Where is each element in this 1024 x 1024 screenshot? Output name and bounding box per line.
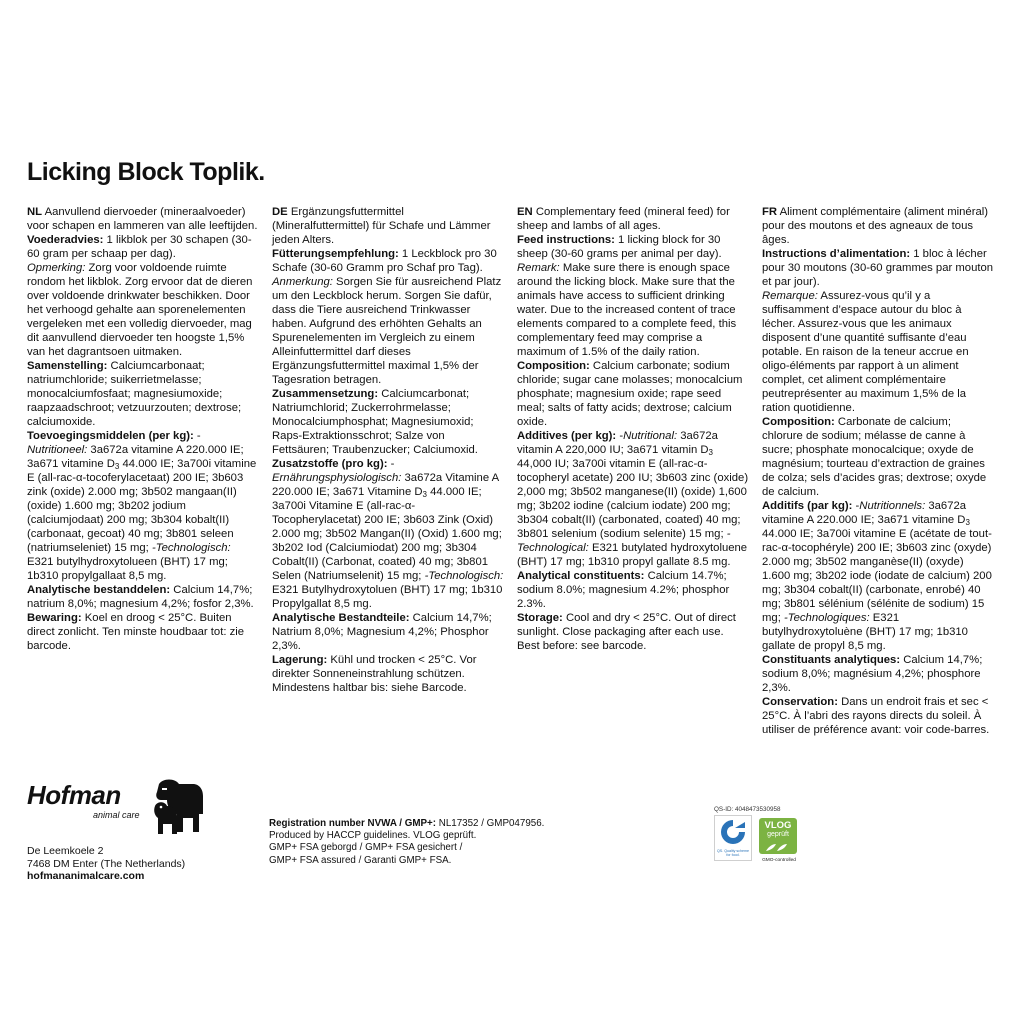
registration-line-gmp-1: GMP+ FSA geborgd / GMP+ FSA gesichert / — [269, 842, 463, 854]
feed-advice-text: 1 bloc à lécher pour 30 moutons (30-60 grammes par mouton et par jour). — [762, 248, 994, 288]
additives-text: 3a672a vitamine A 220.000 IE; 3a671 vitamine D — [27, 444, 244, 470]
feed-advice-label: Fütterungsempfehlung: — [272, 248, 399, 260]
composition-text: Calciumcarbonaat; natriumchloride; suikerrietmelasse; monocalciumfosfaat; magnesiumoxide; raapzaadschroot; vetzuurzouten; dextrose; calciumoxide. — [27, 360, 242, 428]
qs-id: QS-ID: 4048473530958 — [714, 806, 781, 813]
additives-text-cont: 44.000 IE; 3a700i vitamine E (all-rac-α-tocoferylacetaat) 200 IE; 3b603 zink (oxide) 2.000 mg; 3b502 mangaan(II) (oxide) 1.600 mg; 3b202 jodium (calciumjodaat) 200 mg; 3b304 kobalt(II) (carbonaat, gecoat) 40 mg; 3b801 seleen (natriumseleniet) 15 mg; — [27, 458, 257, 554]
logo-tagline: animal care — [93, 810, 140, 820]
technological-text: E321 butylhydroxytolueen (BHT) 17 mg; 1b310 propylgallaat 8,5 mg. — [27, 556, 228, 582]
page-title: Licking Block Toplik. — [27, 158, 265, 186]
registration-block — [269, 818, 544, 867]
additives-dash: - — [616, 430, 624, 442]
storage-label: Conservation: — [762, 696, 838, 708]
technological-label: -Technologiques: — [783, 612, 870, 624]
composition-label: Composition: — [762, 416, 835, 428]
lang-code: EN — [517, 206, 533, 218]
remark-label: Remark: — [517, 262, 560, 274]
storage-text: Cool and dry < 25°C. Out of direct sunlight. Close packaging after each use. Best before: see barcode. — [517, 612, 736, 652]
qs-caption: QS. Quality scheme for food. — [717, 849, 749, 857]
additives-text: 3a672a vitamine A 220.000 IE; 3a671 vitamine D — [762, 500, 967, 526]
intro-text: Complementary feed (mineral feed) for sheep and lambs of all ages. — [517, 206, 730, 232]
registration-line-haccp: Produced by HACCP guidelines. VLOG geprüft. — [269, 830, 477, 842]
lang-code: NL — [27, 206, 43, 218]
analytical-label: Analytical constituents: — [517, 570, 645, 582]
address-street: De Leemkoele 2 — [27, 845, 104, 857]
feed-advice-label: Feed instructions: — [517, 234, 615, 246]
remark-text: Assurez-vous qu’il y a suffisamment d’espace autour du bloc à lécher. Assurez-vous que les animaux disposent d’une quantité suffisante d’eau potable. En raison de la teneur accrue en oligo-éléments par rapport à un aliment complet, cet aliment complémentaire peutreprésenter au maximum 1,5% de la ration quotidienne. — [762, 290, 969, 414]
additives-label: Zusatzstoffe (pro kg): — [272, 458, 388, 470]
feed-advice-label: Instructions d’alimentation: — [762, 248, 911, 260]
remark-label: Remarque: — [762, 290, 818, 302]
composition-label: Zusammensetzung: — [272, 388, 379, 400]
column-en — [517, 205, 749, 653]
feed-advice-label: Voederadvies: — [27, 234, 104, 246]
hofman-logo — [27, 776, 227, 836]
technological-label: -Technologisch: — [424, 570, 504, 582]
remark-text: Make sure there is enough space around the licking block. Make sure that the animals have access to sufficient drinking water. Due to the increased content of trace elements compared to a complete feed, this complementary feed may comprise a maximum of 1.5% of the daily ration. — [517, 262, 737, 358]
additives-label: Toevoegingsmiddelen (per kg): — [27, 430, 194, 442]
technological-text: E321 butylhydroxytoluène (BHT) 17 mg; 1b310 gallate de propyl 8,5 mg. — [762, 612, 968, 652]
address-city: 7468 DM Enter (The Netherlands) — [27, 857, 186, 870]
composition-text: Carbonate de calcium; chlorure de sodium; mélasse de canne à sucre; phosphate monocalcique; oxyde de magnésium; tourteau d’extraction de graines de colza; sels d’acides gras; dextrose; oxyde de calcium. — [762, 416, 987, 498]
vlog-caption: GMO-controlled — [762, 858, 796, 863]
intro-text: Aanvullend diervoeder (mineraalvoeder) voor schapen en lammeren van alle leeftijden. — [27, 206, 258, 232]
storage-label: Lagerung: — [272, 654, 328, 666]
nutritional-label: Ernährungsphysiologisch: — [272, 472, 402, 484]
additives-text: 3a672a vitamin A 220,000 IU; 3a671 vitamin D — [517, 430, 718, 456]
composition-text: Calcium carbonate; sodium chloride; sugar cane molasses; monocalcium phosphate; magnesium oxide; rape seed meal; salts of fatty acids; dextrose; calcium oxide. — [517, 360, 743, 428]
analytical-text: Calcium 14,7%; sodium 8,0%; magnésium 4,2%; phosphore 2,3%. — [762, 654, 983, 694]
address-block — [27, 845, 185, 883]
additives-text-cont: 44.000 IE; 3a700i Vitamine E (all-rac-α-Tocopherylacetat) 200 IE; 3b603 Zink (Oxid) 2.000 mg; 3b502 Mangan(II) (Oxid) 1.600 mg; 3b202 Iod (Calciumiodat) 200 mg; 3b304 Cobalt(II) (Carbonat, coated) 40 mg; 3b801 Selen (Natriumselenit) 15 mg; — [272, 486, 502, 582]
additives-dash: - — [852, 500, 860, 512]
additives-label: Additifs (par kg): — [762, 500, 853, 512]
technological-text: E321 Butylhydroxytoluen (BHT) 17 mg; 1b310 Propylgallat 8,5 mg. — [272, 584, 503, 610]
additives-text-cont: 44.000 IE; 3a700i vitamine E (acétate de tout-rac-α-tocophéryle) 200 IE; 3b603 zinc (oxyde) 2.000 mg; 3b502 manganèse(II) (oxyde) 1.600 mg; 3b202 iode (iodate de calcium) 200 mg; 3b304 cobalt(II) (carbonate, enrobé) 40 mg; 3b801 sélénium (sélénite de sodium) 15 mg; — [762, 528, 992, 624]
feed-advice-text: 1 Leckblock pro 30 Schafe (30-60 Gramm pro Schaf pro Tag). — [272, 248, 497, 274]
intro-text: Ergänzungsfuttermittel (Mineralfuttermittel) für Schafe und Lämmer jeden Alters. — [272, 206, 491, 246]
technological-label: -Technologisch: — [151, 542, 231, 554]
website-link[interactable]: hofmananimalcare.com — [27, 870, 145, 882]
storage-label: Bewaring: — [27, 612, 82, 624]
logo-wordmark: Hofman — [27, 780, 121, 810]
cow-sheep-icon — [153, 776, 205, 836]
composition-label: Composition: — [517, 360, 590, 372]
column-nl — [27, 205, 259, 653]
qs-logo — [714, 815, 752, 861]
subscript: 3 — [422, 490, 427, 499]
vlog-logo — [759, 818, 797, 854]
additives-dash: - — [193, 430, 201, 442]
analytical-text: Calcium 14,7%; Natrium 8,0%; Magnesium 4,2%; Phosphor 2,3%. — [272, 612, 492, 652]
composition-label: Samenstelling: — [27, 360, 108, 372]
remark-text: Zorg voor voldoende ruimte rondom het likblok. Zorg ervoor dat de dieren over voldoende drinkwater beschikken. Door het verhoogd gehalte aan sporenelementen vergeleken met een volledig diervoeder, mag dit aanvullend diervoeder ten hoogste 1,5% van het dagrantsoen uitmaken. — [27, 262, 253, 358]
lang-code: DE — [272, 206, 288, 218]
vlog-title: VLOG — [764, 820, 792, 831]
column-fr — [762, 205, 994, 737]
storage-text: Koel en droog < 25°C. Buiten direct zonlicht. Ten minste houdbaar tot: zie barcode. — [27, 612, 245, 652]
nutritional-label: Nutritionnels: — [859, 500, 926, 512]
subscript: 3 — [708, 448, 713, 457]
lang-code: FR — [762, 206, 778, 218]
technological-text: E321 butylated hydroxytoluene (BHT) 17 mg; 1b310 propyl gallate 8.5 mg. — [517, 542, 748, 568]
analytical-text: Calcium 14.7%; sodium 8.0%; magnesium 4.2%; phosphor 2.3%. — [517, 570, 730, 610]
registration-label: Registration number NVWA / GMP+: — [269, 818, 437, 829]
qs-mark-icon — [715, 816, 751, 848]
vlog-subtitle: geprüft — [767, 831, 789, 838]
nutritional-label: Nutritional: — [623, 430, 678, 442]
vlog-leaves-icon — [763, 842, 793, 852]
remark-text: Sorgen Sie für ausreichend Platz um den Leckblock herum. Sorgen Sie dafür, dass die Tiere ausreichend Trinkwasser haben. Aufgrund des erhöhten Gehalts an Spurenelementen im Vergleich zu einem Alleinfuttermittel darf dieses Ergänzungsfuttermittel maximal 1,5% der Tagesration betragen. — [272, 276, 502, 386]
registration-numbers: NL17352 / GMP047956. — [436, 818, 545, 829]
analytical-text: Calcium 14,7%; natrium 8,0%; magnesium 4,2%; fosfor 2,3%. — [27, 584, 254, 610]
composition-text: Calciumcarbonat; Natriumchlorid; Zuckerrohrmelasse; Monocalciumphosphat; Magnesiumoxid; Raps-Extraktionsschrot; Salze von Fettsäuren; Traubenzucker; Calciumoxid. — [272, 388, 478, 456]
remark-label: Opmerking: — [27, 262, 86, 274]
additives-label: Additives (per kg): — [517, 430, 617, 442]
storage-text: Kühl und trocken < 25°C. Vor direkter Sonneneinstrahlung schützen. Mindestens haltbar bis: siehe Barcode. — [272, 654, 477, 694]
column-de — [272, 205, 504, 695]
analytical-label: Constituants analytiques: — [762, 654, 901, 666]
intro-text: Aliment complémentaire (aliment minéral) pour des moutons et des agneaux de tous âges. — [762, 206, 989, 246]
technological-label: -Technological: — [517, 528, 731, 554]
subscript: 3 — [965, 518, 970, 527]
storage-label: Storage: — [517, 612, 563, 624]
subscript: 3 — [114, 462, 120, 471]
additives-text: 3a672a Vitamine A 220.000 IE; 3a671 Vitamine D — [272, 472, 499, 498]
additives-dash: - — [387, 458, 395, 470]
analytical-label: Analytische bestanddelen: — [27, 584, 171, 596]
feed-advice-text: 1 likblok per 30 schapen (30-60 gram per schaap per dag). — [27, 234, 252, 260]
nutritional-label: Nutritioneel: — [27, 444, 88, 456]
feed-advice-text: 1 licking block for 30 sheep (30-60 grams per animal per day). — [517, 234, 722, 260]
additives-text-cont: 44,000 IU; 3a700i vitamin E (all-rac-α-tocopheryl acetate) 200 IU; 3b603 zinc (oxide) 2,000 mg; 3b502 manganese(II) (oxide) 1,600 mg; 3b202 iodine (calcium iodate) 200 mg; 3b304 cobalt(II) (carbonated, coated) 40 mg; 3b801 selenium (sodium selenite) 15 mg; — [517, 458, 749, 540]
storage-text: Dans un endroit frais et sec < 25°C. À l’abri des rayons directs du soleil. À utiliser de préférence avant: voir code-barres. — [762, 696, 990, 736]
registration-line-gmp-2: GMP+ FSA assured / Garanti GMP+ FSA. — [269, 854, 452, 866]
remark-label: Anmerkung: — [272, 276, 333, 288]
analytical-label: Analytische Bestandteile: — [272, 612, 410, 624]
